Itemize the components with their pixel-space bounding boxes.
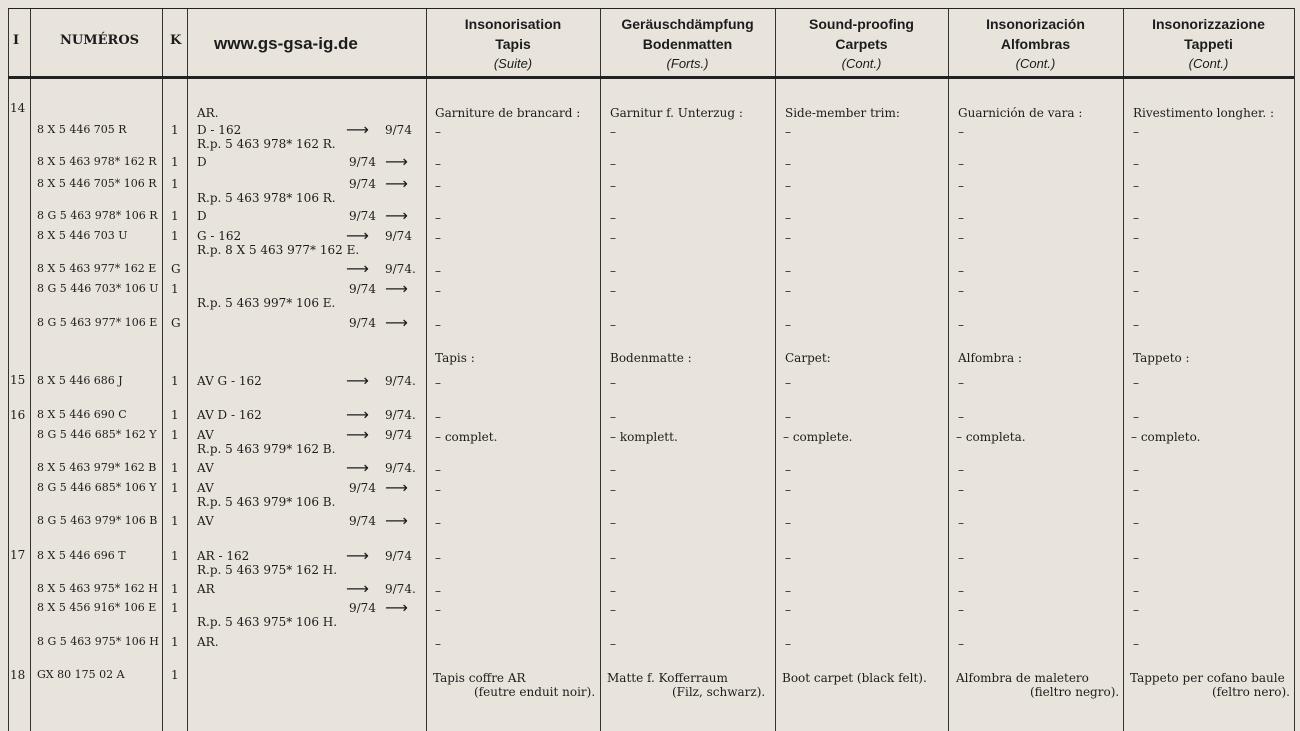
dash-es: – [958,410,964,424]
dash-de: – [610,157,616,171]
dash-es: – [958,284,964,298]
qty-k: 1 [171,601,179,615]
part-number: 8 G 5 463 979* 106 B [37,514,158,527]
dash-en: – [785,231,791,245]
dash-de: – [610,483,616,497]
replacement-part: R.p. 5 463 978* 162 R. [197,137,336,151]
dash-it: – [1133,584,1139,598]
col-divider [1123,8,1124,731]
dash-de: – [610,516,616,530]
dash-de: – [610,284,616,298]
dash-en: – [785,179,791,193]
dash-fr: – [435,264,441,278]
col-divider [30,8,31,731]
dash-en: – [785,463,791,477]
dash-de: – [610,231,616,245]
part-desc: D - 162 [197,123,242,137]
dash-it: – [1133,179,1139,193]
label-en: – complete. [783,430,853,444]
dash-it: – [1133,284,1139,298]
arrow-icon: ⟶ [385,478,408,497]
part-number: 8 X 5 456 916* 106 E [37,601,157,614]
label-de: Bodenmatte : [610,351,692,365]
replacement-part: R.p. 5 463 997* 106 E. [197,296,336,310]
dash-en: – [785,125,791,139]
replacement-part: R.p. 8 X 5 463 977* 162 E. [197,243,360,257]
label-en: Carpet: [785,351,831,365]
dash-es: – [958,157,964,171]
dash-es: – [958,516,964,530]
part-number: 8 G 5 463 975* 106 H [37,635,159,648]
dash-es: – [958,231,964,245]
qty-k: 1 [171,374,179,388]
part-number: 8 X 5 446 705 R [37,123,127,136]
part-number: 8 X 5 446 690 C [37,408,127,421]
header-fr [426,14,600,74]
dash-de: – [610,376,616,390]
group-number: 18 [10,668,26,682]
dash-fr: – [435,637,441,651]
label-fr: – complet. [435,430,498,444]
dash-fr: – [435,211,441,225]
label-es: – completa. [956,430,1026,444]
part-desc: AR [197,582,215,596]
part-number: 8 X 5 463 975* 162 H [37,582,158,595]
dash-es: – [958,376,964,390]
label-es-sub: (fieltro negro). [1030,685,1120,699]
qty-k: 1 [171,514,179,528]
col-divider [600,8,601,731]
part-number: 8 X 5 446 705* 106 R [37,177,157,190]
part-desc: AR. [197,635,219,649]
dash-en: – [785,284,791,298]
group-number: 15 [10,373,26,387]
dash-it: – [1133,376,1139,390]
replacement-part: R.p. 5 463 979* 106 B. [197,495,336,509]
qty-k: 1 [171,123,179,137]
dash-en: – [785,483,791,497]
dash-es: – [958,584,964,598]
date-cutoff: 9/74 [349,514,376,528]
arrow-icon: ⟶ [385,511,408,530]
date-cutoff: 9/74 [349,177,376,191]
label-es: Alfombra : [958,351,1022,365]
dash-it: – [1133,463,1139,477]
part-number: GX 80 175 02 A [37,668,125,681]
date-cutoff: 9/74. [385,374,416,388]
dash-en: – [785,603,791,617]
arrow-icon: ⟶ [346,579,369,598]
label-es: Alfombra de maletero [956,671,1089,685]
replacement-part: R.p. 5 463 979* 162 B. [197,442,336,456]
header-it-line3: (Cont.) [1188,56,1229,71]
header-fr-line3: (Suite) [493,56,533,71]
dash-de: – [610,603,616,617]
date-cutoff: 9/74. [385,582,416,596]
part-number: 8 X 5 463 977* 162 E [37,262,157,275]
qty-k: 1 [171,229,179,243]
dash-en: – [785,264,791,278]
dash-fr: – [435,483,441,497]
dash-es: – [958,179,964,193]
header-k: K [170,33,182,48]
arrow-icon: ⟶ [346,371,369,390]
date-cutoff: 9/74 [349,481,376,495]
dash-de: – [610,463,616,477]
part-desc: G - 162 [197,229,242,243]
dash-de: – [610,637,616,651]
dash-it: – [1133,211,1139,225]
label-fr-sub: (feutre enduit noir). [474,685,596,699]
qty-k: 1 [171,635,179,649]
part-desc: D [197,155,207,169]
part-number: 8 X 5 446 703 U [37,229,128,242]
dash-en: – [785,637,791,651]
date-cutoff: 9/74 [385,123,412,137]
dash-en: – [785,584,791,598]
part-number: 8 G 5 463 978* 106 R [37,209,158,222]
part-desc: AV D - 162 [197,408,262,422]
part-desc: D [197,209,207,223]
col-divider [8,8,9,731]
dash-en: – [785,157,791,171]
header-it-line2: Tappeti [1184,36,1233,52]
dash-de: – [610,179,616,193]
label-de-sub: (Filz, schwarz). [672,685,766,699]
dash-en: – [785,516,791,530]
part-number: 8 G 5 463 977* 106 E [37,316,158,329]
arrow-icon: ⟶ [346,458,369,477]
qty-k: 1 [171,461,179,475]
date-cutoff: 9/74 [349,316,376,330]
arrow-icon: ⟶ [346,546,369,565]
col-divider [775,8,776,731]
dash-de: – [610,410,616,424]
dash-fr: – [435,284,441,298]
part-number: 8 G 5 446 685* 106 Y [37,481,157,494]
label-en: Side-member trim: [785,106,900,120]
qty-k: 1 [171,428,179,442]
dash-fr: – [435,603,441,617]
label-it: Tappeto per cofano baule [1130,671,1285,685]
qty-k: 1 [171,408,179,422]
dash-es: – [958,637,964,651]
col-divider [187,8,188,731]
dash-es: – [958,318,964,332]
label-fr: Tapis coffre AR [433,671,526,685]
dash-fr: – [435,318,441,332]
header-es [948,14,1123,74]
dash-fr: – [435,410,441,424]
qty-k: G [171,316,181,330]
header-en-line2: Carpets [835,36,888,52]
part-number: 8 G 5 446 703* 106 U [37,282,159,295]
header-de [600,14,775,74]
header-i: I [13,33,20,48]
dash-en: – [785,376,791,390]
dash-fr: – [435,125,441,139]
label-fr: Garniture de brancard : [435,106,581,120]
header-es-line2: Alfombras [1000,36,1071,52]
dash-es: – [958,211,964,225]
dash-en: – [785,410,791,424]
header-it [1123,14,1294,74]
part-number: 8 X 5 446 686 J [37,374,123,387]
date-cutoff: 9/74 [349,601,376,615]
header-de-line2: Bodenmatten [642,36,733,52]
group-number: 14 [10,101,26,115]
dash-fr: – [435,551,441,565]
part-desc: AV G - 162 [197,374,262,388]
date-cutoff: 9/74. [385,461,416,475]
qty-k: 1 [171,282,179,296]
group-number: 16 [10,408,26,422]
dash-es: – [958,264,964,278]
dash-fr: – [435,231,441,245]
dash-de: – [610,584,616,598]
date-cutoff: 9/74 [349,282,376,296]
part-number: 8 G 5 446 685* 162 Y [37,428,157,441]
replacement-part: R.p. 5 463 975* 162 H. [197,563,338,577]
replacement-part: R.p. 5 463 978* 106 R. [197,191,336,205]
dash-fr: – [435,463,441,477]
part-desc: AV [197,461,214,475]
header-de-line3: (Forts.) [666,56,709,71]
col-divider [948,8,949,731]
arrow-icon: ⟶ [346,259,369,278]
col-divider [162,8,163,731]
qty-k: 1 [171,668,179,682]
label-it: – completo. [1131,430,1201,444]
qty-k: 1 [171,481,179,495]
label-en: Boot carpet (black felt). [782,671,927,685]
dash-it: – [1133,231,1139,245]
date-cutoff: 9/74 [349,155,376,169]
dash-it: – [1133,157,1139,171]
label-it: Rivestimento longher. : [1133,106,1275,120]
header-es-line1: Insonorización [986,16,1085,32]
dash-en: – [785,551,791,565]
dash-fr: – [435,584,441,598]
top-rule [8,8,1294,9]
arrow-icon: ⟶ [385,313,408,332]
dash-fr: – [435,157,441,171]
dash-de: – [610,264,616,278]
dash-fr: – [435,516,441,530]
arrow-icon: ⟶ [346,425,369,444]
header-en-line1: Sound-proofing [809,16,914,32]
part-desc: AV [197,514,214,528]
arrow-icon: ⟶ [346,120,369,139]
dash-it: – [1133,603,1139,617]
col-divider [1294,8,1295,731]
arrow-icon: ⟶ [385,279,408,298]
date-cutoff: 9/74 [385,229,412,243]
arrow-icon: ⟶ [385,174,408,193]
part-desc: AR - 162 [197,549,250,563]
dash-en: – [785,211,791,225]
dash-it: – [1133,410,1139,424]
label-de: – komplett. [610,430,678,444]
header-rule [8,76,1294,79]
date-cutoff: 9/74 [385,549,412,563]
label-de: Matte f. Kofferraum [607,671,728,685]
arrow-icon: ⟶ [346,226,369,245]
dash-it: – [1133,318,1139,332]
qty-k: 1 [171,549,179,563]
dash-it: – [1133,551,1139,565]
header-de-line1: Geräuschdämpfung [621,16,754,32]
date-cutoff: 9/74 [385,428,412,442]
dash-es: – [958,551,964,565]
part-desc: AR. [197,106,219,120]
date-cutoff: 9/74 [349,209,376,223]
dash-it: – [1133,637,1139,651]
replacement-part: R.p. 5 463 975* 106 H. [197,615,338,629]
part-desc: AV [197,481,214,495]
label-de: Garnitur f. Unterzug : [610,106,743,120]
dash-de: – [610,318,616,332]
group-number: 17 [10,548,26,562]
dash-en: – [785,318,791,332]
qty-k: 1 [171,209,179,223]
date-cutoff: 9/74. [385,408,416,422]
dash-de: – [610,125,616,139]
arrow-icon: ⟶ [385,206,408,225]
dash-fr: – [435,376,441,390]
label-es: Guarnición de vara : [958,106,1083,120]
dash-de: – [610,211,616,225]
part-number: 8 X 5 446 696 T [37,549,126,562]
dash-es: – [958,483,964,497]
qty-k: 1 [171,582,179,596]
dash-it: – [1133,483,1139,497]
label-it: Tappeto : [1133,351,1190,365]
dash-de: – [610,551,616,565]
qty-k: G [171,262,181,276]
watermark: www.gs-gsa-ig.de [214,34,358,53]
dash-es: – [958,125,964,139]
part-number: 8 X 5 463 978* 162 R [37,155,157,168]
header-fr-line2: Tapis [495,36,531,52]
dash-es: – [958,603,964,617]
header-en-line3: (Cont.) [841,56,882,71]
dash-fr: – [435,179,441,193]
col-divider [426,8,427,731]
label-fr: Tapis : [435,351,475,365]
part-number: 8 X 5 463 979* 162 B [37,461,157,474]
dash-it: – [1133,516,1139,530]
qty-k: 1 [171,155,179,169]
header-en [775,14,948,74]
arrow-icon: ⟶ [385,598,408,617]
header-it-line1: Insonorizzazione [1152,16,1265,32]
header-numeros: NUMÉROS [60,33,140,48]
header-es-line3: (Cont.) [1015,56,1056,71]
arrow-icon: ⟶ [346,405,369,424]
label-it-sub: (feltro nero). [1212,685,1290,699]
dash-it: – [1133,125,1139,139]
dash-it: – [1133,264,1139,278]
dash-es: – [958,463,964,477]
qty-k: 1 [171,177,179,191]
arrow-icon: ⟶ [385,152,408,171]
header-fr-line1: Insonorisation [464,16,562,32]
part-desc: AV [197,428,214,442]
date-cutoff: 9/74. [385,262,416,276]
